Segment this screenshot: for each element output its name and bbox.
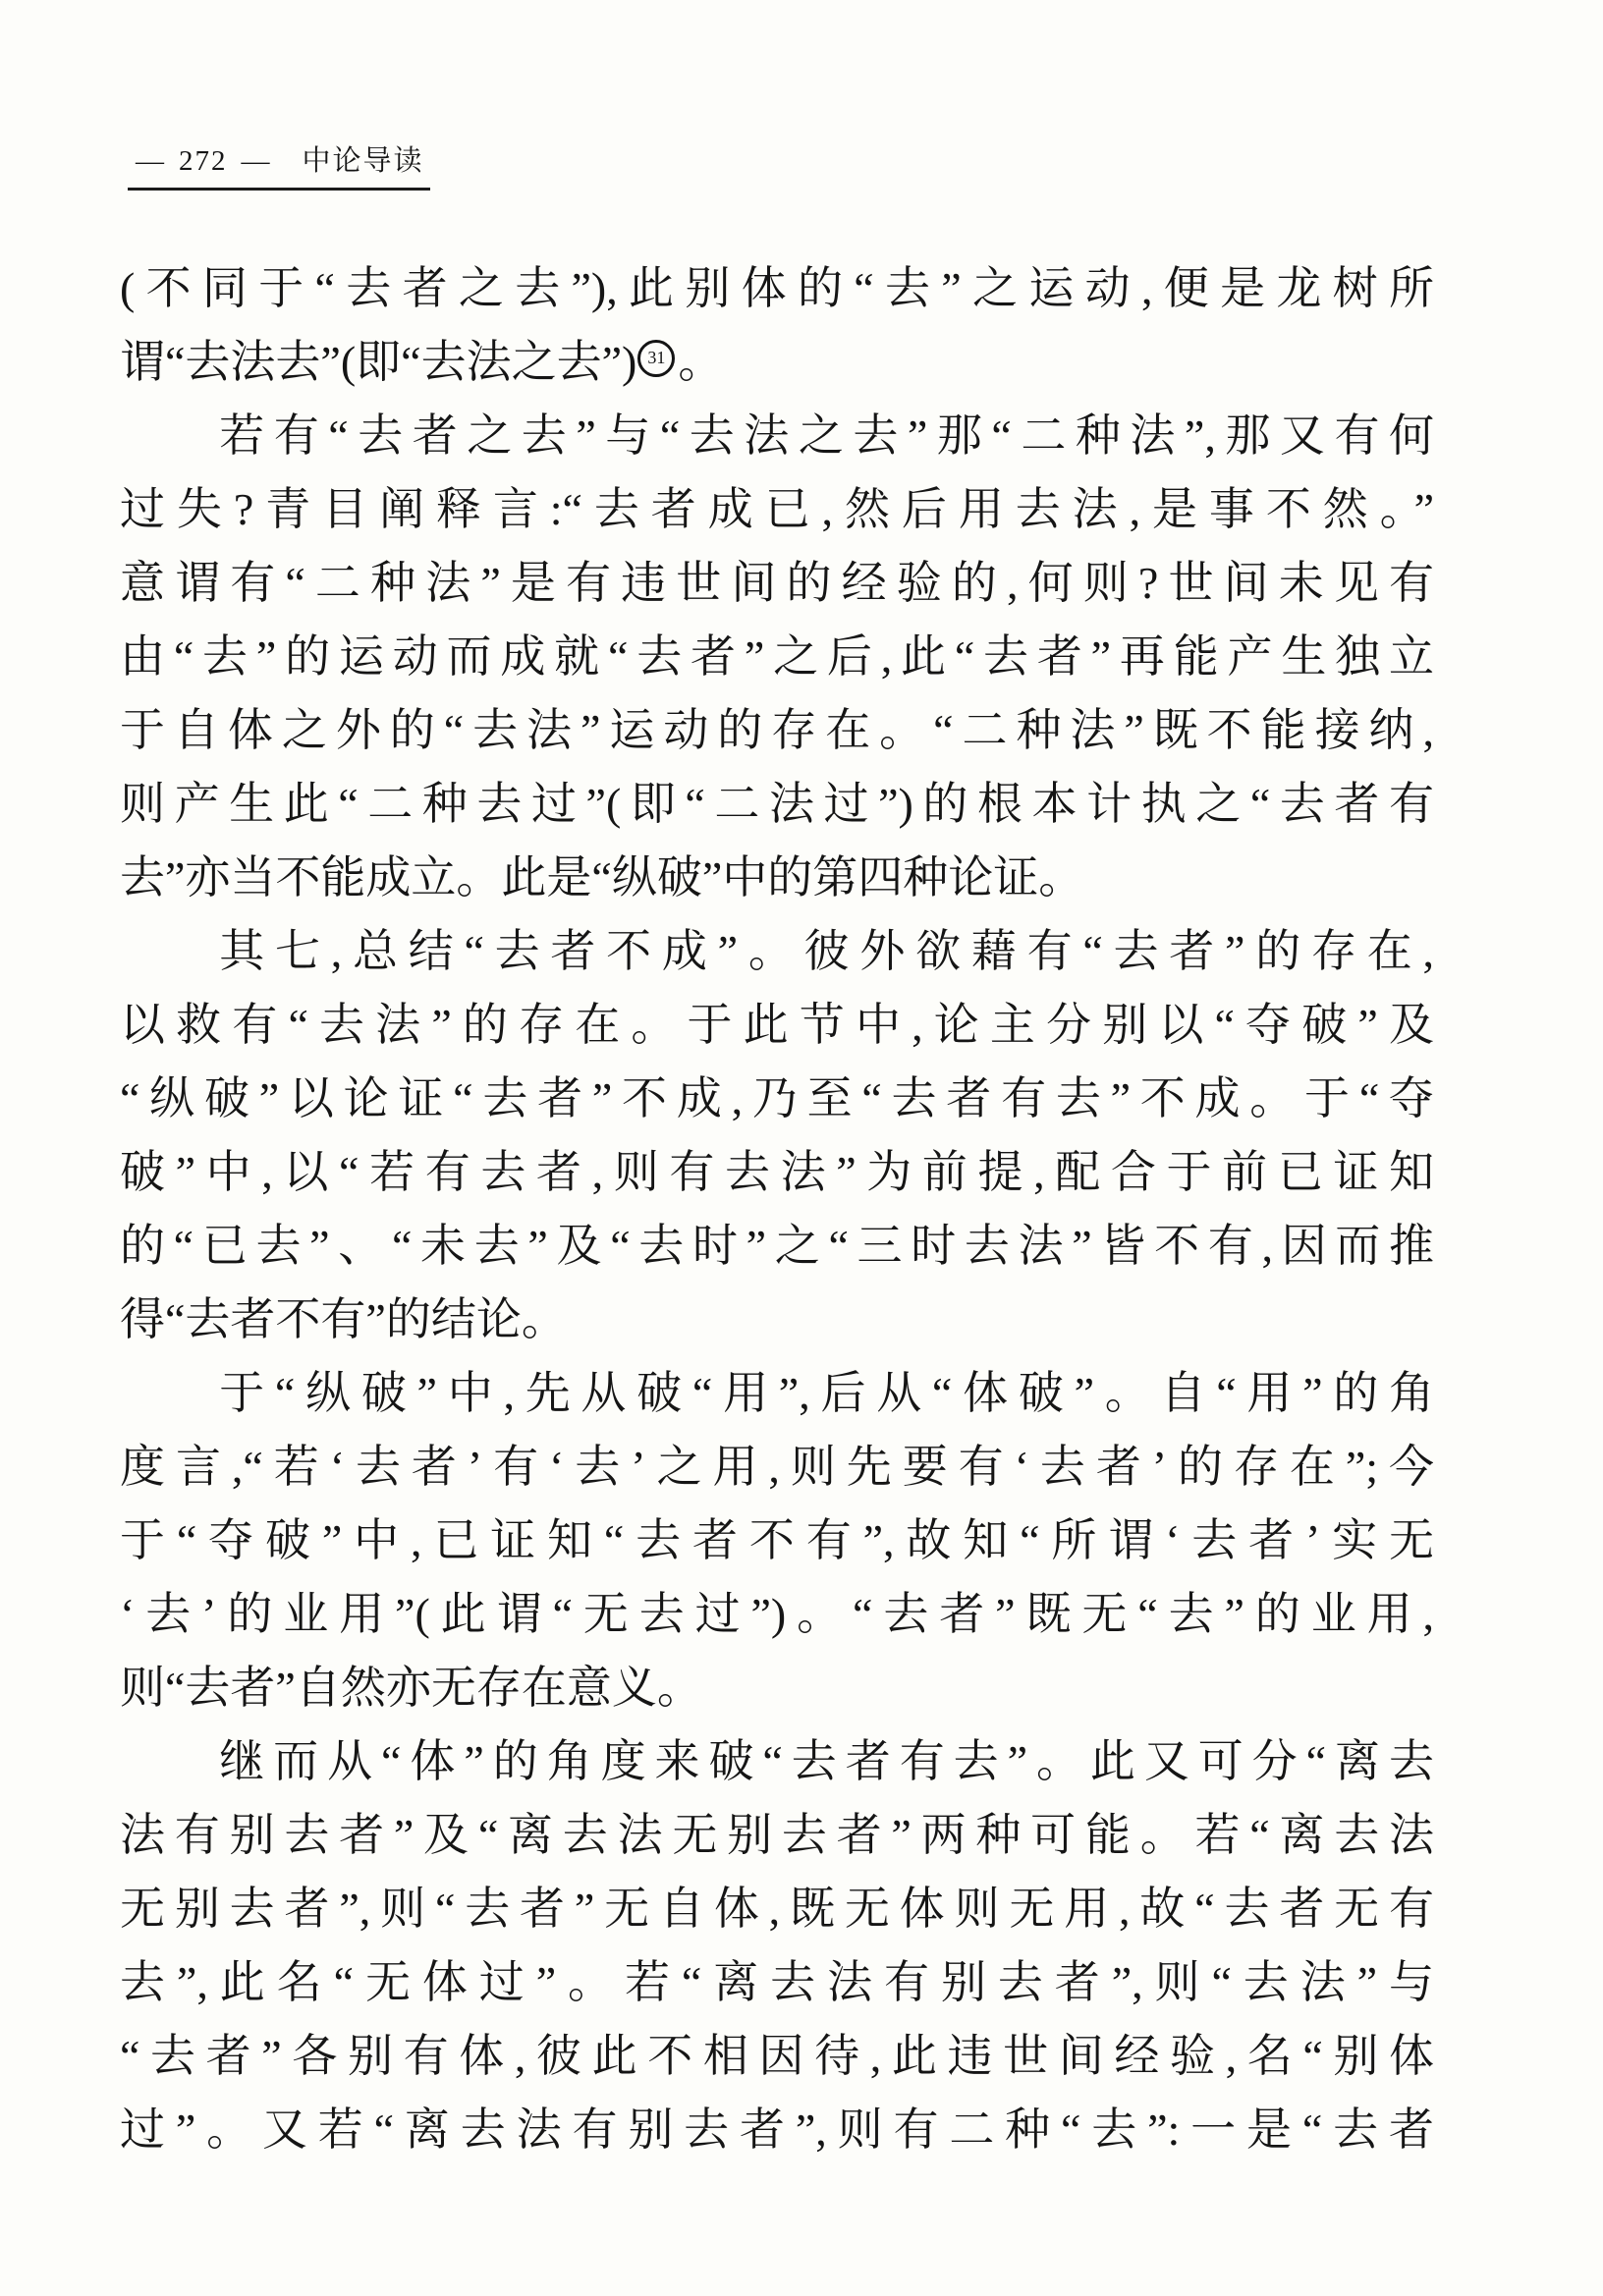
text-line: 于“纵破”中,先从破“用”,后从“体破”。自“用”的角 [219,1368,1434,1418]
footnote-number: 31 [647,348,666,367]
header-dash-right: — [241,145,271,177]
book-title: 中论导读 [302,145,424,177]
text-line: 的“已去”、“未去”及“去时”之“三时去法”皆不有,因而推 [120,1221,1434,1271]
text-line: “去者”各别有体,彼此不相因待,此违世间经验,名“别体 [120,2031,1434,2081]
text-line: 过失?青目阐释言:“去者成已,然后用去法,是事不然。” [120,484,1434,534]
text-line: 以救有“去法”的存在。于此节中,论主分别以“夺破”及 [120,1000,1434,1050]
text-line: 意谓有“二种法”是有违世间的经验的,何则?世间未见有 [120,558,1434,608]
text-line: “纵破”以论证“去者”不成,乃至“去者有去”不成。于“夺 [120,1073,1434,1123]
header-dash-left: — [136,145,165,177]
text-line [120,325,1434,399]
text-line: 于“夺破”中,已证知“去者不有”,故知“所谓‘去者’实无 [120,1515,1434,1565]
text-line: 则“去者”自然亦无存在意义。 [120,1663,702,1713]
body-text [120,251,1434,2166]
text-line: ‘去’的业用”(此谓“无去过”)。“去者”既无“去”的业用, [120,1589,1434,1639]
text-line: 则产生此“二种去过”(即“二法过”)的根本计执之“去者有 [120,779,1434,829]
text-line: (不同于“去者之去”),此别体的“去”之运动,便是龙树所 [120,263,1434,313]
text-line: 度言,“若‘去者’有‘去’之用,则先要有‘去者’的存在”;今 [120,1442,1434,1492]
text-segment: 。 [678,337,724,387]
footnote-marker-31 [637,340,675,377]
text-line: 去”,此名“无体过”。若“离去法有别去者”,则“去法”与 [120,1957,1434,2007]
text-line: 其七,总结“去者不成”。彼外欲藉有“去者”的存在, [219,926,1434,976]
running-header [128,143,430,191]
page-number: 272 [179,145,228,177]
text-line: 得“去者不有”的结论。 [120,1294,567,1344]
text-line: 去”亦当不能成立。此是“纵破”中的第四种论证。 [120,852,1084,902]
text-line: 继而从“体”的角度来破“去者有去”。此又可分“离去 [219,1736,1434,1786]
text-line: 若有“去者之去”与“去法之去”那“二种法”,那又有何 [219,410,1434,461]
text-line: 无别去者”,则“去者”无自体,既无体则无用,故“去者无有 [120,1884,1434,1934]
text-segment: 谓“去法去”(即“去法之去”) [120,337,637,387]
text-line: 过”。又若“离去法有别去者”,则有二种“去”:一是“去者 [120,2105,1434,2155]
text-line: 于自体之外的“去法”运动的存在。“二种法”既不能接纳, [120,705,1434,755]
text-line: 破”中,以“若有去者,则有去法”为前提,配合于前已证知 [120,1147,1434,1197]
text-line: 由“去”的运动而成就“去者”之后,此“去者”再能产生独立 [120,631,1434,682]
text-line: 法有别去者”及“离去法无别去者”两种可能。若“离去法 [120,1810,1434,1860]
